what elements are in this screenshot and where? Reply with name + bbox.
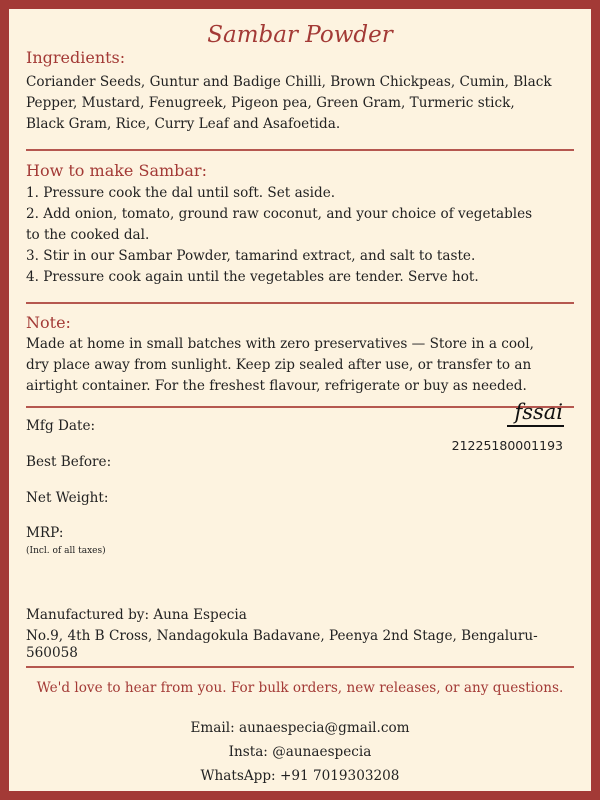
manufacturer-address: No.9, 4th B Cross, Nandagokula Badavane, Peenya 2nd Stage, Bengaluru- — [26, 628, 538, 644]
ingredients-line: Black Gram, Rice, Curry Leaf and Asafoetida. — [26, 116, 341, 132]
fssai-underline — [507, 425, 564, 427]
note-line: airtight container. For the freshest flavour, refrigerate or buy as needed. — [26, 378, 527, 394]
method-heading: How to make Sambar: — [26, 161, 207, 180]
contact-tagline: We'd love to hear from you. For bulk orders, new releases, or any questions. — [36, 680, 564, 696]
contact-instagram: Insta: @aunaespecia — [228, 744, 372, 760]
divider — [26, 149, 574, 151]
ingredients-text — [26, 72, 574, 135]
fssai-license-number: 21225180001193 — [451, 438, 563, 453]
note-text — [26, 334, 574, 397]
divider — [26, 302, 574, 304]
method-line: 2. Add onion, tomato, ground raw coconut, and your choice of vegetables — [26, 206, 533, 222]
ingredients-line: Pepper, Mustard, Fenugreek, Pigeon pea, Green Gram, Turmeric stick, — [26, 95, 515, 111]
divider — [26, 666, 574, 668]
note-heading: Note: — [26, 313, 71, 332]
method-line: 3. Stir in our Sambar Powder, tamarind extract, and salt to taste. — [26, 248, 476, 264]
contact-email: Email: aunaespecia@gmail.com — [190, 720, 410, 736]
fssai-logo: fssai — [514, 400, 563, 424]
net-weight-label: Net Weight: — [26, 490, 109, 506]
product-title: Sambar Powder — [207, 22, 393, 48]
ingredients-line: Coriander Seeds, Guntur and Badige Chilli, Brown Chickpeas, Cumin, Black — [26, 74, 552, 90]
manufacturer-block — [26, 605, 574, 664]
contact-whatsapp: WhatsApp: +91 7019303208 — [200, 768, 400, 784]
ingredients-heading: Ingredients: — [26, 48, 126, 67]
mfg-date-label: Mfg Date: — [26, 418, 96, 434]
manufacturer-address: 560058 — [26, 645, 78, 661]
note-line: Made at home in small batches with zero preservatives — Store in a cool, — [26, 336, 534, 352]
note-line: dry place away from sunlight. Keep zip sealed after use, or transfer to an — [26, 357, 532, 373]
method-line: to the cooked dal. — [26, 227, 150, 243]
method-steps — [26, 183, 574, 288]
best-before-label: Best Before: — [26, 454, 112, 470]
divider — [26, 406, 574, 408]
manufacturer-name: Manufactured by: Auna Especia — [26, 607, 247, 623]
method-line: 4. Pressure cook again until the vegetables are tender. Serve hot. — [26, 269, 479, 285]
mrp-label: MRP: — [26, 525, 64, 541]
mrp-tax-note: (Incl. of all taxes) — [26, 546, 106, 556]
method-line: 1. Pressure cook the dal until soft. Set aside. — [26, 185, 336, 201]
